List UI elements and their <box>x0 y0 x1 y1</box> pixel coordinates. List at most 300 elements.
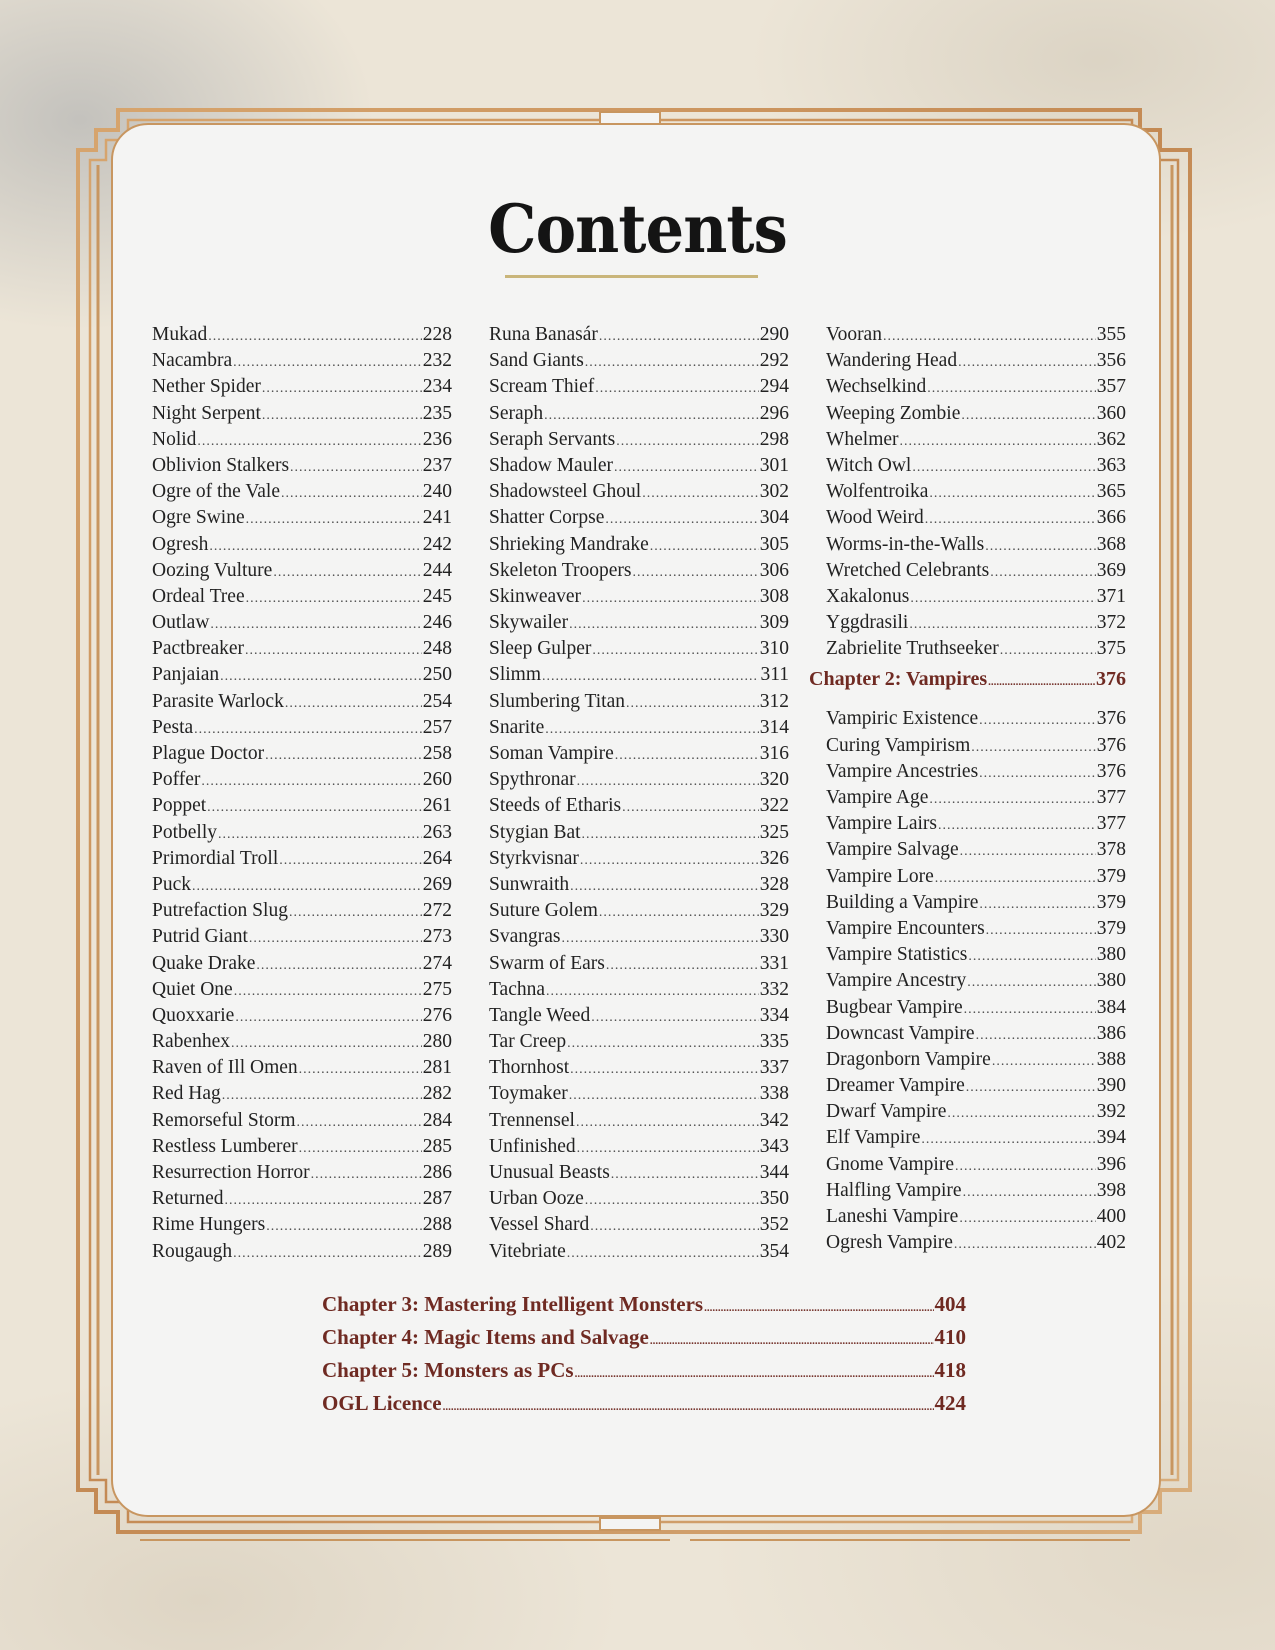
entry-title: Skeleton Troopers <box>489 559 632 581</box>
toc-entry[interactable] <box>152 1083 452 1109</box>
dot-leader <box>585 355 759 371</box>
toc-entry[interactable] <box>152 455 452 481</box>
toc-entry[interactable] <box>152 1162 452 1188</box>
dot-leader <box>208 329 422 345</box>
entry-title: Suture Golem <box>489 900 598 922</box>
toc-entry[interactable] <box>152 1188 452 1214</box>
toc-entry[interactable] <box>152 429 452 455</box>
entry-title: Resurrection Horror <box>152 1162 310 1183</box>
toc-entry[interactable] <box>489 403 789 429</box>
dot-leader <box>570 1062 759 1078</box>
toc-entry[interactable] <box>826 429 1126 455</box>
entry-title: Ogresh <box>152 533 209 555</box>
entry-title: Plague Doctor <box>152 743 265 764</box>
dot-leader <box>231 1036 422 1052</box>
toc-entry[interactable] <box>152 743 452 769</box>
chapter-entry[interactable] <box>322 1292 966 1325</box>
toc-entry[interactable] <box>489 455 789 481</box>
page-number: 314 <box>759 716 789 738</box>
entry-title: Pactbreaker <box>152 638 245 660</box>
toc-entry[interactable] <box>152 979 452 1005</box>
toc-entry[interactable] <box>489 874 789 900</box>
toc-entry[interactable] <box>826 1127 1126 1153</box>
toc-entry[interactable] <box>152 1005 452 1031</box>
toc-entry[interactable] <box>152 560 452 586</box>
toc-entry[interactable] <box>152 1057 452 1083</box>
chapter-entry[interactable] <box>322 1391 966 1424</box>
toc-entry[interactable] <box>489 1136 789 1162</box>
dot-leader <box>967 975 1095 991</box>
toc-entry[interactable] <box>489 376 789 402</box>
dot-leader <box>591 1010 759 1026</box>
dot-leader <box>569 617 759 633</box>
chapter-2-heading[interactable] <box>809 668 1126 708</box>
dot-leader <box>979 897 1095 913</box>
entry-title: Nolid <box>152 428 197 450</box>
dot-leader <box>201 774 421 790</box>
toc-entry[interactable] <box>152 953 452 979</box>
toc-entry[interactable] <box>152 795 452 821</box>
toc-entry[interactable] <box>489 560 789 586</box>
page-number: 366 <box>1096 507 1126 529</box>
entry-title: Elf Vampire <box>826 1127 921 1149</box>
page-number: 316 <box>759 743 789 764</box>
page-number: 371 <box>1096 585 1126 607</box>
entry-title: Red Hag <box>152 1083 221 1105</box>
page-number: 269 <box>422 873 452 895</box>
toc-entry[interactable] <box>152 534 452 560</box>
toc-entry[interactable] <box>152 1136 452 1162</box>
dot-leader <box>222 1088 422 1104</box>
page-number: 329 <box>759 900 789 922</box>
entry-title: Shadowsteel Ghoul <box>489 481 642 503</box>
page-number: 365 <box>1096 481 1126 503</box>
page-number: 261 <box>422 795 452 817</box>
page-number: 379 <box>1096 891 1126 913</box>
dot-leader <box>961 408 1095 424</box>
page-number: 369 <box>1096 559 1126 581</box>
dot-leader <box>567 1246 759 1262</box>
toc-entry[interactable] <box>826 997 1126 1023</box>
page-title: Contents <box>488 190 787 268</box>
entry-title: Vooran <box>826 324 882 345</box>
dot-leader <box>960 844 1096 860</box>
dot-leader <box>220 669 422 685</box>
dot-leader <box>224 1193 421 1209</box>
entry-title: Ordeal Tree <box>152 585 245 607</box>
dot-leader <box>192 879 422 895</box>
toc-entry[interactable] <box>489 534 789 560</box>
page-number: 355 <box>1096 324 1126 345</box>
entry-title: Oozing Vulture <box>152 559 273 581</box>
toc-entry[interactable] <box>152 507 452 533</box>
toc-entry[interactable] <box>826 708 1126 734</box>
toc-entry[interactable] <box>826 403 1126 429</box>
toc-entry[interactable] <box>152 612 452 638</box>
toc-entry[interactable] <box>152 1214 452 1240</box>
dot-leader <box>266 1219 422 1235</box>
page-number: 287 <box>422 1188 452 1210</box>
entry-title: Putrid Giant <box>152 926 248 948</box>
page-number: 236 <box>422 428 452 450</box>
page-number: 362 <box>1096 428 1126 450</box>
toc-entry[interactable] <box>152 481 452 507</box>
toc-entry[interactable] <box>826 638 1126 664</box>
page-number: 335 <box>759 1031 789 1053</box>
toc-entry[interactable] <box>489 848 789 874</box>
dot-leader <box>262 408 422 424</box>
toc-entry[interactable] <box>826 761 1126 787</box>
dot-leader <box>311 1167 422 1183</box>
dot-leader <box>622 800 759 816</box>
toc-entry[interactable] <box>489 1057 789 1083</box>
toc-entry[interactable] <box>826 1206 1126 1232</box>
entry-title: Returned <box>152 1188 224 1210</box>
toc-entry[interactable] <box>826 507 1126 533</box>
entry-title: Tachna <box>489 978 546 1000</box>
toc-entry[interactable] <box>826 455 1126 481</box>
entry-title: Mukad <box>152 324 208 345</box>
dot-leader <box>642 486 759 502</box>
page-number: 376 <box>1096 668 1126 691</box>
page-number: 237 <box>422 454 452 476</box>
entry-title: Gnome Vampire <box>826 1153 954 1175</box>
page-number: 337 <box>759 1057 789 1079</box>
page-number: 275 <box>422 978 452 1000</box>
dot-leader <box>590 1219 759 1235</box>
toc-entry[interactable] <box>152 350 452 376</box>
toc-entry[interactable] <box>152 403 452 429</box>
entry-title: Dragonborn Vampire <box>826 1048 991 1070</box>
toc-entry[interactable] <box>826 560 1126 586</box>
dot-leader <box>912 460 1095 476</box>
entry-title: Wolfentroika <box>826 481 929 503</box>
entry-title: Wood Weird <box>826 507 924 529</box>
toc-entry[interactable] <box>489 350 789 376</box>
toc-entry[interactable] <box>826 350 1126 376</box>
entry-title: Ogre Swine <box>152 507 245 529</box>
dot-leader <box>210 617 421 633</box>
toc-entry[interactable] <box>152 1110 452 1136</box>
entry-title: Shatter Corpse <box>489 507 605 529</box>
entry-title: Runa Banasár <box>489 324 598 345</box>
toc-entry[interactable] <box>489 953 789 979</box>
later-chapters-list <box>322 1292 966 1424</box>
toc-entry[interactable] <box>489 795 789 821</box>
entry-title: Poppet <box>152 795 207 817</box>
entry-title: Halfling Vampire <box>826 1179 962 1201</box>
toc-entry[interactable] <box>152 874 452 900</box>
entry-title: Tar Creep <box>489 1031 567 1053</box>
toc-entry[interactable] <box>152 664 452 690</box>
entry-title: Quoxxarie <box>152 1004 235 1026</box>
toc-entry[interactable] <box>489 638 789 664</box>
toc-entry[interactable] <box>152 769 452 795</box>
dot-leader <box>279 853 422 869</box>
page-number: 354 <box>759 1240 789 1262</box>
toc-entry[interactable] <box>152 691 452 717</box>
page-number: 235 <box>422 402 452 424</box>
entry-title: Ogre of the Vale <box>152 481 280 503</box>
dot-leader <box>197 434 421 450</box>
chapter-entry[interactable] <box>322 1358 966 1391</box>
page-number: 310 <box>759 638 789 660</box>
page-number: 240 <box>422 481 452 503</box>
entry-title: Svangras <box>489 926 561 948</box>
entry-title: Vampire Age <box>826 787 929 808</box>
toc-entry[interactable] <box>826 1180 1126 1206</box>
dot-leader <box>959 1211 1095 1227</box>
dot-leader <box>929 486 1095 502</box>
toc-entry[interactable] <box>152 1031 452 1057</box>
page-number: 352 <box>759 1214 789 1236</box>
page-number: 273 <box>422 926 452 948</box>
page-number: 276 <box>422 1004 452 1026</box>
page-number: 263 <box>422 821 452 843</box>
toc-entry[interactable] <box>489 664 789 690</box>
page-number: 289 <box>422 1240 452 1262</box>
toc-entry[interactable] <box>489 691 789 717</box>
toc-entry[interactable] <box>489 481 789 507</box>
toc-entry[interactable] <box>826 324 1126 350</box>
dot-leader <box>615 748 759 764</box>
dot-leader <box>577 1141 759 1157</box>
toc-entry[interactable] <box>152 586 452 612</box>
page-number: 311 <box>760 664 789 686</box>
toc-entry[interactable] <box>826 1232 1126 1258</box>
toc-entry[interactable] <box>826 1154 1126 1180</box>
dot-leader <box>935 871 1096 887</box>
dot-leader <box>988 676 1095 688</box>
page-number: 377 <box>1096 813 1126 835</box>
toc-entry[interactable] <box>489 979 789 1005</box>
page-number: 410 <box>934 1325 966 1349</box>
page-number: 330 <box>759 926 789 948</box>
toc-entry[interactable] <box>489 429 789 455</box>
entry-title: Nether Spider <box>152 376 261 398</box>
dot-leader <box>986 923 1096 939</box>
entry-title: Styrkvisnar <box>489 847 579 869</box>
toc-entry[interactable] <box>489 1083 789 1109</box>
toc-entry[interactable] <box>826 787 1126 813</box>
dot-leader <box>545 722 759 738</box>
toc-entry[interactable] <box>826 1075 1126 1101</box>
entry-title: Parasite Warlock <box>152 690 284 712</box>
dot-leader <box>971 740 1095 756</box>
toc-entry[interactable] <box>489 717 789 743</box>
toc-entry[interactable] <box>152 822 452 848</box>
entry-title: Remorseful Storm <box>152 1109 296 1131</box>
page-number: 309 <box>759 612 789 634</box>
page-number: 264 <box>422 847 452 869</box>
dot-leader <box>599 329 759 345</box>
toc-entry[interactable] <box>826 586 1126 612</box>
page-number: 312 <box>759 690 789 712</box>
entry-title: Stygian Bat <box>489 821 581 843</box>
page-number: 378 <box>1096 839 1126 861</box>
toc-entry[interactable] <box>826 839 1126 865</box>
toc-entry[interactable] <box>489 1162 789 1188</box>
toc-entry[interactable] <box>826 735 1126 761</box>
dot-leader <box>616 434 759 450</box>
title-underline <box>505 275 758 278</box>
entry-title: Yggdrasili <box>826 612 909 634</box>
entry-title: Quiet One <box>152 978 233 1000</box>
page-number: 332 <box>759 978 789 1000</box>
toc-entry[interactable] <box>489 1031 789 1057</box>
toc-entry[interactable] <box>489 507 789 533</box>
dot-leader <box>246 591 422 607</box>
dot-leader <box>968 949 1095 965</box>
dot-leader <box>273 565 421 581</box>
page-number: 234 <box>422 376 452 398</box>
entry-title: Swarm of Ears <box>489 952 605 974</box>
page-number: 290 <box>759 324 789 345</box>
chapter-entry[interactable] <box>322 1325 966 1358</box>
dot-leader <box>614 460 759 476</box>
toc-entry[interactable] <box>826 918 1126 944</box>
toc-entry[interactable] <box>152 848 452 874</box>
toc-entry[interactable] <box>152 324 452 350</box>
dot-leader <box>979 713 1096 729</box>
dot-leader <box>570 879 759 895</box>
dot-leader <box>575 1368 934 1380</box>
dot-leader <box>299 1062 422 1078</box>
toc-entry[interactable] <box>489 324 789 350</box>
dot-leader <box>234 984 422 1000</box>
dot-leader <box>246 512 422 528</box>
page-number: 254 <box>422 690 452 712</box>
toc-entry[interactable] <box>826 813 1126 839</box>
page-number: 379 <box>1096 865 1126 887</box>
dot-leader <box>976 1028 1096 1044</box>
chapter-title: Chapter 2: Vampires <box>809 668 988 691</box>
toc-entry[interactable] <box>489 1214 789 1240</box>
dot-leader <box>233 1246 422 1262</box>
toc-entry[interactable] <box>489 1241 789 1267</box>
dot-leader <box>929 792 1095 808</box>
dot-leader <box>704 1302 933 1314</box>
dot-leader <box>297 1115 422 1131</box>
toc-entry[interactable] <box>489 743 789 769</box>
toc-entry[interactable] <box>152 717 452 743</box>
dot-leader <box>235 1010 421 1026</box>
toc-entry[interactable] <box>152 900 452 926</box>
entry-title: Slimm <box>489 664 542 686</box>
dot-leader <box>289 905 422 921</box>
entry-title: Poffer <box>152 769 201 791</box>
page-number: 260 <box>422 769 452 791</box>
toc-column-2 <box>489 324 789 1267</box>
entry-title: Building a Vampire <box>826 891 979 913</box>
toc-entry[interactable] <box>826 481 1126 507</box>
toc-entry[interactable] <box>152 376 452 402</box>
dot-leader <box>577 774 759 790</box>
page-number: 343 <box>759 1135 789 1157</box>
toc-entry[interactable] <box>489 586 789 612</box>
toc-entry[interactable] <box>489 1110 789 1136</box>
page-number: 390 <box>1096 1075 1126 1097</box>
entry-title: Spythronar <box>489 769 576 791</box>
page-number: 286 <box>422 1162 452 1183</box>
dot-leader <box>256 958 421 974</box>
page-number: 334 <box>759 1004 789 1026</box>
dot-leader <box>290 460 422 476</box>
dot-leader <box>626 696 759 712</box>
page-number: 363 <box>1096 454 1126 476</box>
page-number: 320 <box>759 769 789 791</box>
dot-leader <box>569 1088 759 1104</box>
dot-leader <box>576 1115 759 1131</box>
toc-entry[interactable] <box>152 638 452 664</box>
dot-leader <box>992 1054 1096 1070</box>
toc-entry[interactable] <box>826 944 1126 970</box>
page-number: 288 <box>422 1214 452 1236</box>
toc-entry[interactable] <box>489 769 789 795</box>
page-number: 384 <box>1096 996 1126 1018</box>
toc-entry[interactable] <box>489 1188 789 1214</box>
dot-leader <box>544 408 759 424</box>
page-number: 394 <box>1096 1127 1126 1149</box>
toc-entry[interactable] <box>826 534 1126 560</box>
toc-entry[interactable] <box>489 900 789 926</box>
dot-leader <box>585 1193 759 1209</box>
toc-entry[interactable] <box>489 1005 789 1031</box>
toc-entry[interactable] <box>489 822 789 848</box>
dot-leader <box>611 1167 759 1183</box>
toc-entry[interactable] <box>826 970 1126 996</box>
toc-entry[interactable] <box>826 1023 1126 1049</box>
toc-entry[interactable] <box>152 1241 452 1267</box>
entry-title: Weeping Zombie <box>826 402 961 424</box>
entry-title: Unusual Beasts <box>489 1162 610 1183</box>
entry-title: Ogresh Vampire <box>826 1232 953 1254</box>
entry-title: Trennensel <box>489 1109 575 1131</box>
dot-leader <box>599 905 759 921</box>
toc-entry[interactable] <box>826 866 1126 892</box>
entry-title: Vessel Shard <box>489 1214 590 1236</box>
page-number: 244 <box>422 559 452 581</box>
page-number: 388 <box>1096 1048 1126 1070</box>
entry-title: Vitebriate <box>489 1240 566 1262</box>
dot-leader <box>562 931 759 947</box>
dot-leader <box>966 1080 1096 1096</box>
page-number: 285 <box>422 1135 452 1157</box>
toc-entry[interactable] <box>826 376 1126 402</box>
dot-leader <box>580 853 759 869</box>
dot-leader <box>265 748 422 764</box>
dot-leader <box>218 827 422 843</box>
dot-leader <box>910 591 1095 607</box>
entry-title: Quake Drake <box>152 952 256 974</box>
dot-leader <box>605 512 758 528</box>
page-number: 274 <box>422 952 452 974</box>
toc-entry[interactable] <box>489 612 789 638</box>
toc-entry[interactable] <box>826 892 1126 918</box>
toc-entry[interactable] <box>489 926 789 952</box>
toc-entry[interactable] <box>826 1049 1126 1075</box>
toc-entry[interactable] <box>826 1101 1126 1127</box>
entry-title: Tangle Weed <box>489 1004 591 1026</box>
page-number: 296 <box>759 402 789 424</box>
dot-leader <box>925 512 1096 528</box>
dot-leader <box>249 931 422 947</box>
toc-entry[interactable] <box>152 926 452 952</box>
dot-leader <box>883 329 1096 345</box>
toc-entry[interactable] <box>826 612 1126 638</box>
entry-title: Putrefaction Slug <box>152 900 288 922</box>
entry-title: Wandering Head <box>826 350 958 372</box>
